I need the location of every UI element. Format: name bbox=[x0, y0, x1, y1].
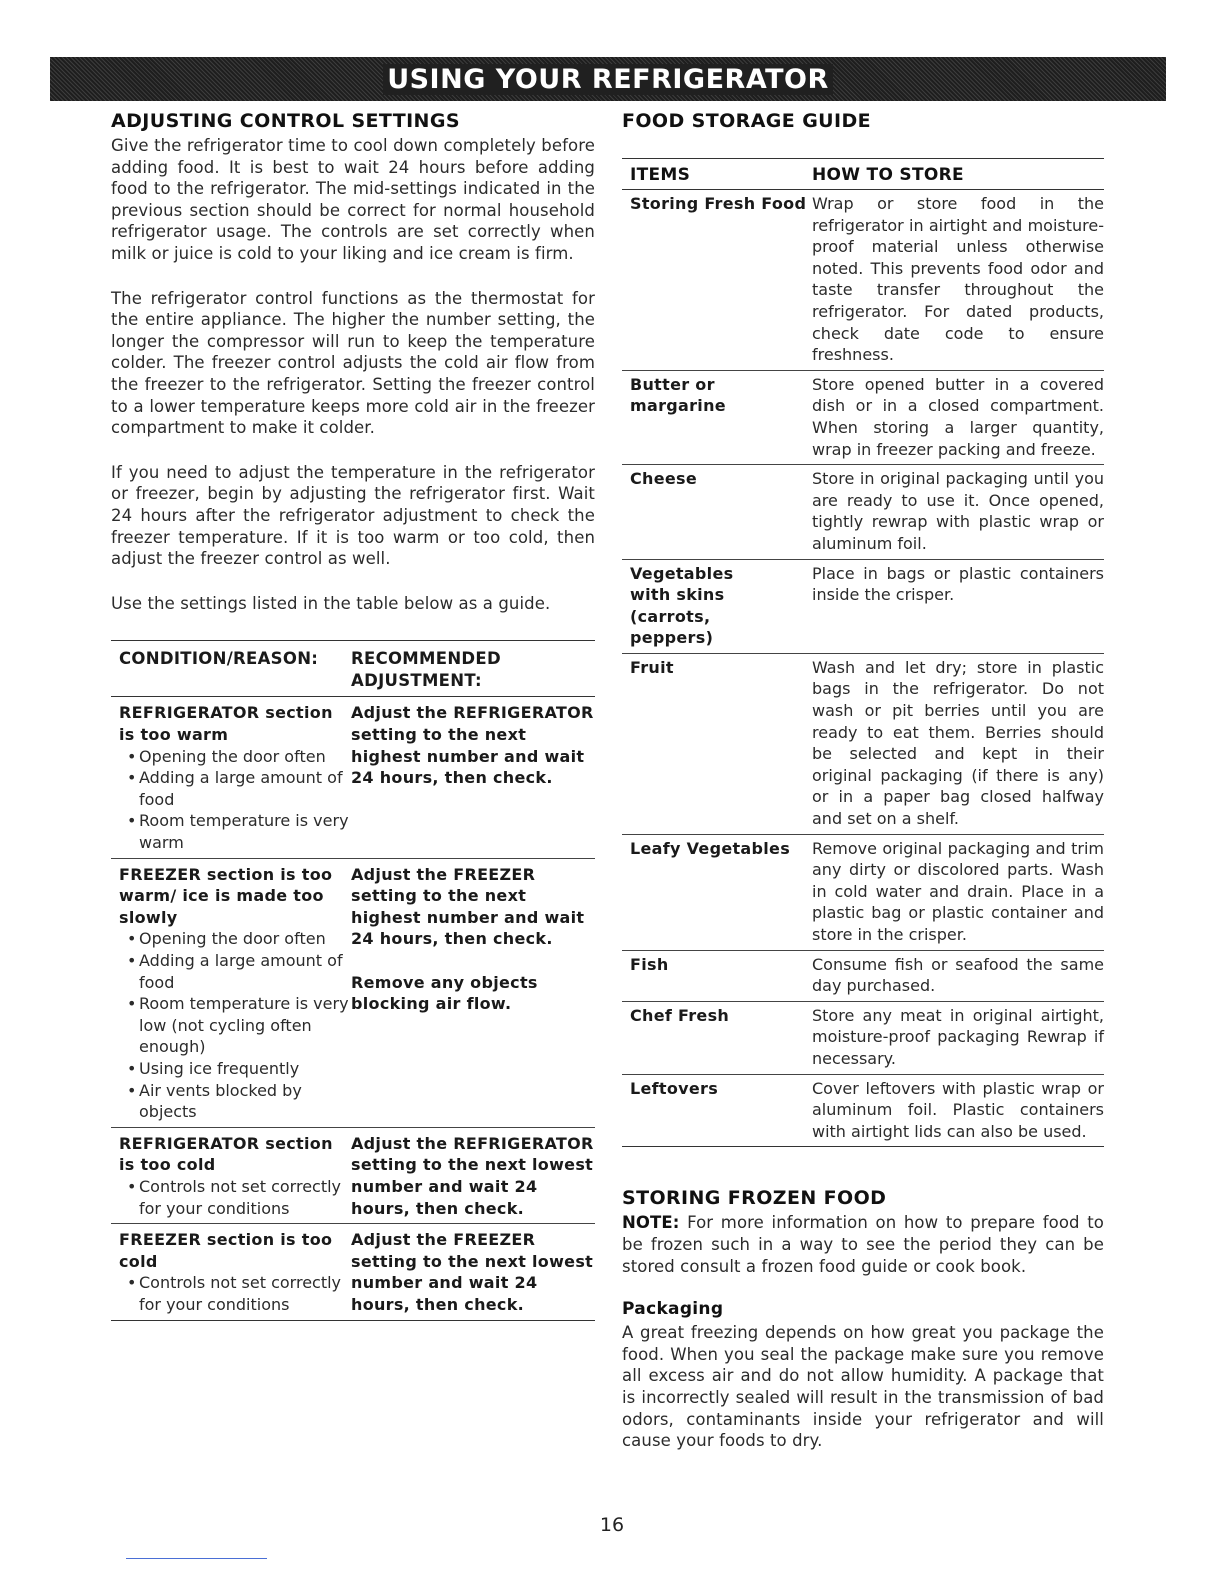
condition-table bbox=[111, 640, 595, 1320]
page-number: 16 bbox=[599, 1514, 625, 1536]
items-header: ITEMS bbox=[630, 165, 691, 185]
food-item: Storing Fresh Food bbox=[630, 194, 807, 213]
packaging-heading: Packaging bbox=[622, 1299, 724, 1320]
food-instructions: Wash and let dry; store in plastic bags in the refrigerator. Do not wash or pit berries until you are ready to eat them. Berries should be selected and kept in their original packaging (if there is any) or in a paper bag closed halfway and set on a shelf. bbox=[812, 657, 1104, 829]
food-instructions: Consume fish or seafood the same day purchased. bbox=[812, 954, 1104, 996]
adjustment-text: Adjust the FREEZER setting to the next highest number and wait 24 hours, then check. bbox=[351, 864, 585, 949]
food-item: Cheese bbox=[630, 469, 698, 489]
condition-table-header bbox=[111, 641, 595, 697]
condition-header: CONDITION/REASON: bbox=[119, 649, 319, 669]
food-table-header bbox=[622, 159, 1104, 190]
reason-item: • Adding a large amount of food bbox=[119, 767, 351, 810]
food-instructions: Cover leftovers with plastic wrap or aluminum foil. Plastic containers with airtight lids can also be used. bbox=[812, 1078, 1104, 1141]
adjustment-header: RECOMMENDED ADJUSTMENT: bbox=[351, 649, 501, 690]
table-row bbox=[622, 1002, 1104, 1075]
condition-title: REFRIGERATOR section is too warm bbox=[119, 703, 333, 745]
food-guide-heading: FOOD STORAGE GUIDE bbox=[622, 110, 872, 132]
reason-item: • Opening the door often bbox=[119, 746, 351, 768]
table-row bbox=[111, 1224, 595, 1319]
reason-item: • Controls not set correctly for your conditions bbox=[119, 1176, 351, 1219]
food-item: Leftovers bbox=[630, 1078, 719, 1098]
food-instructions: Store any meat in original airtight, moisture-proof packaging Rewrap if necessary. bbox=[812, 1005, 1104, 1068]
right-column bbox=[622, 110, 1104, 1452]
left-column bbox=[111, 110, 595, 1321]
frozen-note bbox=[622, 1212, 1104, 1277]
condition-title: FREEZER section is too warm/ ice is made too slowly bbox=[119, 864, 333, 927]
packaging-text: A great freezing depends on how great you package the food. When you seal the package make sure you remove all excess air and do not allow humidity. A package that is incorrectly sealed will result in the transmission of bad odors, contaminants inside your refrigerator and will cause your foods to dry. bbox=[622, 1323, 1104, 1451]
reason-item: • Room temperature is very low (not cycling often enough) bbox=[119, 993, 351, 1058]
condition-title: FREEZER section is too cold bbox=[119, 1230, 333, 1271]
adjustment-text: Adjust the REFRIGERATOR setting to the next highest number and wait 24 hours, then check. bbox=[351, 703, 594, 788]
reason-item: • Using ice frequently bbox=[119, 1058, 351, 1080]
adjustment-extra: Remove any objects blocking air flow. bbox=[351, 972, 538, 1014]
reason-item: • Room temperature is very warm bbox=[119, 810, 351, 853]
adjusting-paragraph-1: Give the refrigerator time to cool down completely before adding food. It is best to wait 24 hours before adding food to the refrigerator. The mid-settings indicated in the previous section should be correct for normal household refrigerator usage. The controls are set correctly when milk or juice is cold to your liking and ice cream is firm. bbox=[111, 136, 595, 263]
adjusting-paragraph-3: If you need to adjust the temperature in the refrigerator or freezer, begin by adjusting the refrigerator first. Wait 24 hours after the refrigerator adjustment to check the freezer temperature. If it is too warm or too cold, then adjust the freezer control as well. bbox=[111, 462, 595, 569]
food-instructions: Place in bags or plastic containers inside the crisper. bbox=[812, 563, 1104, 605]
note-text: For more information on how to prepare food to be frozen such in a way to see the period they can be stored consult a frozen food guide or cook book. bbox=[622, 1213, 1104, 1276]
table-row bbox=[622, 371, 1104, 465]
footnote-rule bbox=[126, 1558, 267, 1559]
food-item: Chef Fresh bbox=[630, 1005, 730, 1025]
section-banner bbox=[50, 57, 1166, 101]
adjusting-heading: ADJUSTING CONTROL SETTINGS bbox=[111, 110, 460, 132]
table-row bbox=[622, 835, 1104, 951]
reason-item: • Opening the door often bbox=[119, 928, 351, 950]
table-row bbox=[111, 859, 595, 1128]
frozen-food-heading: STORING FROZEN FOOD bbox=[622, 1187, 887, 1210]
how-to-store-header: HOW TO STORE bbox=[812, 165, 964, 185]
adjustment-text: Adjust the REFRIGERATOR setting to the next lowest number and wait 24 hours, then check. bbox=[351, 1133, 594, 1218]
food-instructions: Remove original packaging and trim any dirty or discolored parts. Wash in cold water and drain. Place in a plastic bag or plastic container and store in the crisper. bbox=[812, 838, 1104, 944]
food-instructions: Store in original packaging until you are ready to use it. Once opened, tightly rewrap with plastic wrap or aluminum foil. bbox=[812, 469, 1104, 553]
condition-title: REFRIGERATOR section is too cold bbox=[119, 1133, 333, 1175]
food-item: Leafy Vegetables bbox=[630, 838, 791, 858]
adjusting-paragraph-4: Use the settings listed in the table below as a guide. bbox=[111, 593, 551, 613]
table-row bbox=[622, 1075, 1104, 1147]
food-item: Fruit bbox=[630, 657, 674, 677]
table-row bbox=[622, 560, 1104, 654]
table-row bbox=[622, 465, 1104, 559]
table-row bbox=[111, 697, 595, 858]
reason-item: • Adding a large amount of food bbox=[119, 950, 351, 993]
note-label: NOTE: bbox=[622, 1213, 680, 1233]
reason-item: • Air vents blocked by objects bbox=[119, 1080, 351, 1123]
food-storage-table bbox=[622, 158, 1104, 1147]
table-row bbox=[622, 951, 1104, 1002]
food-item: Fish bbox=[630, 954, 669, 974]
food-instructions: Wrap or store food in the refrigerator in airtight and moisture-proof material unless otherwise noted. This prevents food odor and taste transfer throughout the refrigerator. For dated products, check date code to ensure freshness. bbox=[812, 194, 1104, 365]
adjustment-text: Adjust the FREEZER setting to the next lowest number and wait 24 hours, then check. bbox=[351, 1230, 594, 1314]
table-row bbox=[111, 1128, 595, 1224]
food-item: Vegetables with skins (carrots, peppers) bbox=[630, 563, 734, 648]
adjusting-paragraph-2: The refrigerator control functions as the thermostat for the entire appliance. The higher the number setting, the longer the compressor will run to keep the temperature colder. The freezer control adjusts the cold air flow from the freezer to the refrigerator. Setting the freezer control to a lower temperature keeps more cold air in the freezer compartment to make it colder. bbox=[111, 288, 595, 438]
banner-title: USING YOUR REFRIGERATOR bbox=[383, 64, 833, 95]
table-row bbox=[622, 190, 1104, 371]
reason-item: • Controls not set correctly for your conditions bbox=[119, 1272, 351, 1315]
table-row bbox=[622, 654, 1104, 835]
food-instructions: Store opened butter in a covered dish or in a closed compartment. When storing a larger quantity, wrap in freezer packing and freeze. bbox=[812, 374, 1104, 459]
food-item: Butter or margarine bbox=[630, 374, 726, 416]
